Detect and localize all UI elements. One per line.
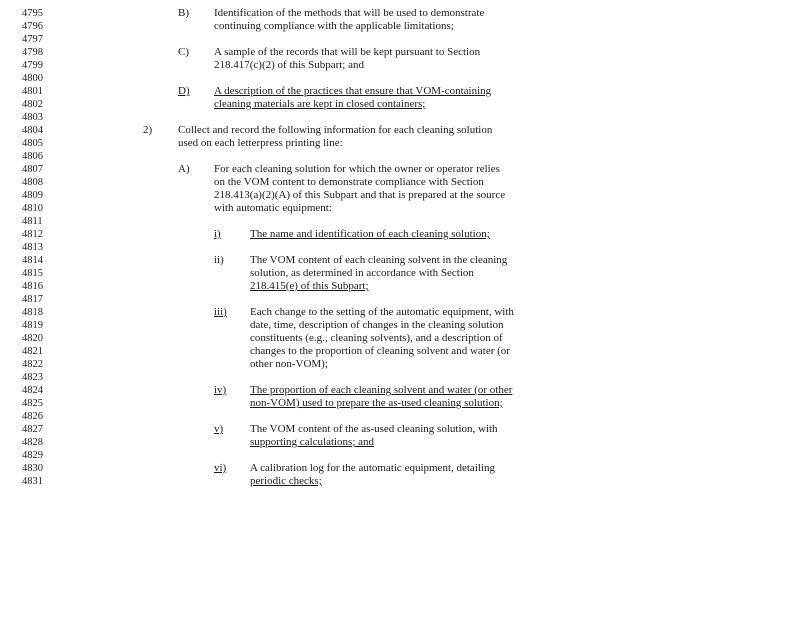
item-label: iii) (214, 306, 227, 318)
item-text-line: supporting calculations; and (250, 436, 375, 448)
line-number: 4831 (22, 476, 43, 487)
line-number: 4825 (22, 398, 43, 409)
line-number: 4800 (22, 73, 43, 84)
item-text-line: 218.417(c)(2) of this Subpart; and (214, 59, 364, 71)
line-number: 4808 (22, 177, 43, 188)
item-text-line: A description of the practices that ensure that VOM-containing (214, 85, 492, 97)
line-number: 4810 (22, 203, 43, 214)
item-text-line: non-VOM) used to prepare the as-used cleaning solution; (250, 397, 503, 409)
line-number: 4813 (22, 242, 43, 253)
item-text-line: solution, as determined in accordance with Section (250, 267, 474, 279)
line-number: 4816 (22, 281, 43, 292)
item-text-line: For each cleaning solution for which the owner or operator relies (214, 163, 500, 175)
line-number: 4818 (22, 307, 43, 318)
line-number: 4830 (22, 463, 43, 474)
line-number: 4809 (22, 190, 43, 201)
item-text-line: periodic checks; (250, 475, 322, 487)
line-number: 4823 (22, 372, 43, 383)
item-text-line: changes to the proportion of cleaning solvent and water (or (250, 345, 510, 357)
item-text-line: The proportion of each cleaning solvent and water (or other (250, 384, 513, 396)
item-text-line: A sample of the records that will be kept pursuant to Section (214, 46, 481, 58)
item-text-line: on the VOM content to demonstrate compliance with Section (214, 176, 484, 188)
item-text-line: 218.415(e) of this Subpart; (250, 280, 369, 292)
line-number: 4814 (22, 255, 43, 266)
item-label: C) (178, 46, 189, 58)
item-text-line: constituents (e.g., cleaning solvents), and a description of (250, 332, 503, 344)
item-text-line: continuing compliance with the applicable limitations; (214, 20, 454, 32)
item-text-line: Collect and record the following information for each cleaning solution (178, 124, 493, 136)
line-number: 4807 (22, 164, 43, 175)
item-label: v) (214, 423, 224, 435)
line-number: 4805 (22, 138, 43, 149)
line-number: 4820 (22, 333, 43, 344)
line-number: 4796 (22, 21, 43, 32)
item-label: D) (178, 85, 190, 97)
item-text-line: Each change to the setting of the automatic equipment, with (250, 306, 514, 318)
line-number: 4798 (22, 47, 43, 58)
item-text-line: used on each letterpress printing line: (178, 137, 343, 149)
line-number: 4803 (22, 112, 43, 123)
item-label: vi) (214, 462, 227, 474)
line-number: 4804 (22, 125, 43, 136)
line-number: 4824 (22, 385, 43, 396)
line-number: 4821 (22, 346, 43, 357)
item-label: i) (214, 228, 221, 240)
line-number: 4826 (22, 411, 43, 422)
item-label: ii) (214, 254, 224, 266)
line-number: 4822 (22, 359, 43, 370)
line-number: 4815 (22, 268, 43, 279)
item-text-line: cleaning materials are kept in closed containers; (214, 98, 426, 110)
item-text-line: The name and identification of each cleaning solution; (250, 228, 490, 240)
line-number: 4797 (22, 34, 43, 45)
item-text-line: with automatic equipment: (214, 202, 332, 214)
item-label: 2) (143, 124, 153, 136)
item-text-line: The VOM content of the as-used cleaning solution, with (250, 423, 498, 435)
line-number: 4801 (22, 86, 43, 97)
line-number: 4817 (22, 294, 43, 305)
line-number: 4828 (22, 437, 43, 448)
line-number: 4806 (22, 151, 43, 162)
item-label: B) (178, 7, 189, 19)
line-number: 4811 (22, 216, 43, 227)
item-text-line: Identification of the methods that will be used to demonstrate (214, 7, 485, 19)
line-number: 4819 (22, 320, 43, 331)
line-number: 4799 (22, 60, 43, 71)
line-number: 4802 (22, 99, 43, 110)
item-text-line: The VOM content of each cleaning solvent in the cleaning (250, 254, 508, 266)
item-label: iv) (214, 384, 227, 396)
item-text-line: A calibration log for the automatic equipment, detailing (250, 462, 495, 474)
item-text-line: other non-VOM); (250, 358, 328, 370)
item-text-line: date, time, description of changes in the cleaning solution (250, 319, 504, 331)
line-number: 4829 (22, 450, 43, 461)
item-text-line: 218.413(a)(2)(A) of this Subpart and that is prepared at the source (214, 189, 506, 201)
item-label: A) (178, 163, 190, 175)
line-number: 4795 (22, 8, 43, 19)
line-number: 4812 (22, 229, 43, 240)
line-number: 4827 (22, 424, 43, 435)
